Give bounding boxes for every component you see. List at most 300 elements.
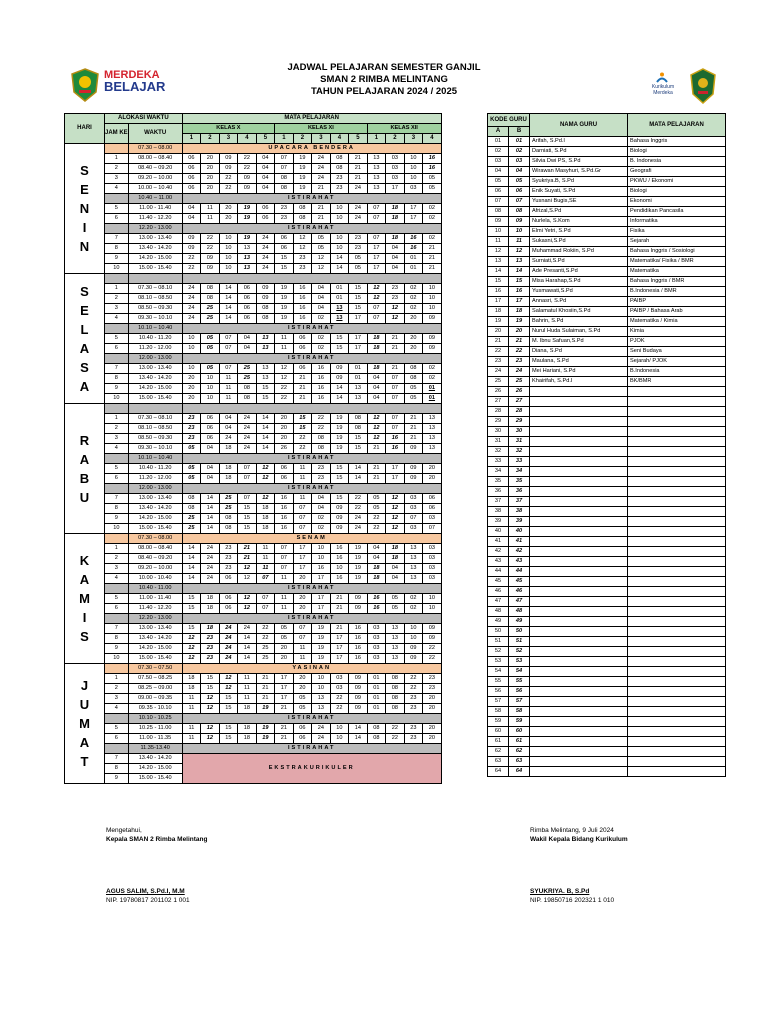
time-cell: 15.00 - 15.40	[128, 774, 182, 784]
code-b: 21	[509, 337, 530, 347]
teacher-code-cell: 17	[275, 684, 294, 694]
teacher-code-cell: 16	[404, 244, 423, 254]
teacher-code-cell: 22	[275, 394, 294, 404]
teacher-code-cell: 09	[349, 674, 368, 684]
teacher-name	[530, 667, 628, 677]
teacher-row	[488, 457, 726, 467]
activity-label: YASINAN	[182, 664, 441, 674]
jam-cell: 4	[105, 444, 129, 454]
code-b: 59	[509, 717, 530, 727]
teacher-subject	[628, 477, 726, 487]
col-kelas-x: KELAS X	[182, 124, 275, 134]
teacher-name	[530, 617, 628, 627]
teacher-code-cell: 12	[386, 494, 405, 504]
code-a: 56	[488, 687, 509, 697]
teacher-code-cell: 24	[312, 734, 331, 744]
teacher-subject	[628, 407, 726, 417]
sig-left-line1: Mengetahui,	[106, 827, 142, 834]
teacher-name	[530, 557, 628, 567]
code-a: 07	[488, 197, 509, 207]
teacher-row	[488, 747, 726, 757]
teacher-row	[488, 607, 726, 617]
teacher-code-cell: 08	[293, 214, 312, 224]
jam-cell: 5	[105, 204, 129, 214]
teacher-code-cell: 24	[312, 154, 331, 164]
teacher-name	[530, 527, 628, 537]
teacher-code-cell: 16	[330, 544, 349, 554]
activity-label: ISTIRAHAT	[182, 354, 441, 364]
teacher-subject: PAIBP / Bahasa Arab	[628, 307, 726, 317]
teacher-row	[488, 467, 726, 477]
time-cell: 08.10 – 08.50	[128, 424, 182, 434]
teacher-code-cell: 05	[201, 344, 220, 354]
teacher-code-cell: 24	[219, 644, 238, 654]
jam-cell: 9	[105, 514, 129, 524]
teacher-code-cell: 23	[404, 694, 423, 704]
teacher-code-cell: 06	[293, 734, 312, 744]
time-cell: 08.50 – 09.30	[128, 304, 182, 314]
teacher-code-cell: 13	[404, 574, 423, 584]
day-letter: T	[80, 754, 89, 769]
day-letter: K	[79, 553, 90, 568]
teacher-name	[530, 567, 628, 577]
code-a: 04	[488, 167, 509, 177]
teacher-code-cell: 08	[367, 724, 386, 734]
teacher-code-cell: 23	[219, 544, 238, 554]
teacher-code-cell: 12	[256, 464, 275, 474]
code-b: 34	[509, 467, 530, 477]
code-a: 51	[488, 637, 509, 647]
teacher-code-cell: 01	[349, 364, 368, 374]
teacher-code-cell: 02	[312, 334, 331, 344]
jam-cell: 10	[105, 264, 129, 274]
code-a: 46	[488, 587, 509, 597]
teacher-code-cell: 07	[386, 424, 405, 434]
col-mata-pelajaran: MATA PELAJARAN	[182, 114, 441, 124]
teacher-code-cell: 18	[238, 724, 257, 734]
teacher-row	[488, 317, 726, 327]
teacher-code-cell: 15	[182, 624, 201, 634]
jam-cell: 9	[105, 644, 129, 654]
teacher-code-cell: 07	[275, 564, 294, 574]
teacher-code-cell: 13	[367, 164, 386, 174]
teacher-code-cell: 09	[238, 184, 257, 194]
time-cell: 09.35 - 10.10	[128, 704, 182, 714]
day-letter: S	[80, 629, 89, 644]
teacher-code-cell: 11	[182, 704, 201, 714]
schedule-row	[65, 444, 442, 454]
jam-cell: 5	[105, 334, 129, 344]
teacher-code-cell: 09	[330, 524, 349, 534]
teacher-code-cell: 16	[293, 304, 312, 314]
code-b: 04	[509, 167, 530, 177]
teacher-code-cell: 23	[386, 294, 405, 304]
teacher-code-cell: 05	[404, 394, 423, 404]
teacher-code-cell: 20	[293, 594, 312, 604]
day-letter: M	[79, 716, 90, 731]
day-letter: A	[79, 735, 90, 750]
teacher-name: Khairifah, S.Pd.I	[530, 377, 628, 387]
teacher-code-cell: 13	[349, 394, 368, 404]
time-cell: 13.00 - 13.40	[128, 494, 182, 504]
jam-cell: 3	[105, 174, 129, 184]
teacher-code-cell: 03	[423, 564, 442, 574]
code-a: 39	[488, 517, 509, 527]
teacher-code-cell: 21	[367, 464, 386, 474]
teacher-subject	[628, 677, 726, 687]
teacher-code-cell: 13	[386, 624, 405, 634]
teacher-row	[488, 147, 726, 157]
teacher-code-cell: 05	[349, 254, 368, 264]
col-kelas-xii: KELAS XII	[367, 124, 441, 134]
teacher-code-cell: 17	[386, 474, 405, 484]
teacher-code-cell: 12	[367, 294, 386, 304]
teacher-code-cell: 14	[201, 514, 220, 524]
teacher-code-cell: 25	[238, 374, 257, 384]
teacher-code-cell: 18	[386, 214, 405, 224]
teacher-code-cell: 21	[312, 184, 331, 194]
teacher-code-cell: 16	[312, 364, 331, 374]
kurikulum-merdeka-text: Kurikulum Merdeka	[651, 84, 675, 96]
teacher-code-cell: 11	[219, 374, 238, 384]
teacher-code-cell: 03	[367, 624, 386, 634]
teacher-code-cell: 15	[219, 724, 238, 734]
teacher-code-cell: 08	[219, 514, 238, 524]
teacher-code-cell: 09	[404, 644, 423, 654]
teacher-code-cell: 21	[275, 724, 294, 734]
title-line-1: JADWAL PELAJARAN SEMESTER GANJIL	[287, 62, 481, 73]
teacher-code-cell: 12	[219, 684, 238, 694]
teacher-name: Syukriya.B, S.Pd	[530, 177, 628, 187]
teacher-code-cell: 19	[256, 724, 275, 734]
teacher-code-cell: 20	[275, 414, 294, 424]
time-cell: 14.20 - 15.00	[128, 384, 182, 394]
teacher-code-cell: 09	[423, 634, 442, 644]
ekstrakurikuler-label: EKSTRAKURIKULER	[182, 754, 441, 784]
teacher-code-cell: 16	[349, 634, 368, 644]
teacher-code-cell: 04	[182, 204, 201, 214]
teacher-code-cell: 06	[201, 424, 220, 434]
teacher-code-cell: 02	[404, 294, 423, 304]
code-b: 39	[509, 517, 530, 527]
code-a: 17	[488, 297, 509, 307]
code-a: 42	[488, 547, 509, 557]
teacher-code-cell: 16	[312, 384, 331, 394]
teacher-name: Arifah, S.Pd.I	[530, 137, 628, 147]
teacher-code-cell: 10	[182, 334, 201, 344]
code-b: 54	[509, 667, 530, 677]
teacher-code-cell: 03	[404, 524, 423, 534]
teacher-code-cell: 22	[201, 244, 220, 254]
teacher-code-cell: 20	[293, 674, 312, 684]
teacher-code-cell: 13	[256, 364, 275, 374]
code-a: 37	[488, 497, 509, 507]
jam-cell: 4	[105, 314, 129, 324]
teacher-code-cell: 10	[219, 244, 238, 254]
teacher-code-cell: 21	[386, 364, 405, 374]
code-b: 31	[509, 437, 530, 447]
teacher-code-cell: 07	[256, 574, 275, 584]
teacher-code-cell: 24	[201, 564, 220, 574]
schedule-row	[65, 214, 442, 224]
teacher-name	[530, 477, 628, 487]
teacher-code-cell: 09	[330, 504, 349, 514]
teacher-row	[488, 667, 726, 677]
time-cell: 09.20 – 10.00	[128, 564, 182, 574]
teacher-code-cell: 11	[256, 554, 275, 564]
teacher-code-cell: 24	[182, 294, 201, 304]
code-a: 08	[488, 207, 509, 217]
day-letter: A	[79, 378, 90, 394]
jam-cell	[105, 454, 129, 464]
teacher-code-cell: 07	[367, 304, 386, 314]
teacher-code-cell: 12	[238, 594, 257, 604]
teacher-code-cell: 15	[256, 394, 275, 404]
activity-label: ISTIRAHAT	[182, 454, 441, 464]
teacher-code-cell: 21	[293, 394, 312, 404]
teacher-code-cell: 14	[330, 254, 349, 264]
blank-band	[182, 274, 441, 284]
teacher-code-cell: 21	[367, 474, 386, 484]
teacher-code-cell: 19	[293, 184, 312, 194]
teacher-code-cell: 06	[182, 154, 201, 164]
code-a: 30	[488, 427, 509, 437]
teacher-code-cell: 15	[330, 494, 349, 504]
schedule-row	[65, 324, 442, 334]
code-a: 28	[488, 407, 509, 417]
teacher-code-cell: 23	[330, 184, 349, 194]
teacher-code-cell: 14	[219, 314, 238, 324]
teacher-code-cell: 24	[256, 254, 275, 264]
teacher-code-cell: 13	[330, 304, 349, 314]
teacher-code-cell: 04	[219, 424, 238, 434]
teacher-code-cell: 16	[275, 494, 294, 504]
schedule-row	[65, 184, 442, 194]
teacher-code-cell: 23	[182, 414, 201, 424]
teacher-code-cell: 17	[312, 594, 331, 604]
teacher-code-cell: 05	[201, 364, 220, 374]
teacher-code-cell: 01	[330, 294, 349, 304]
activity-label: ISTIRAHAT	[182, 714, 441, 724]
jam-cell: 2	[105, 294, 129, 304]
code-b: 48	[509, 607, 530, 617]
schedule-row	[65, 234, 442, 244]
teacher-code-cell: 13	[238, 254, 257, 264]
teacher-row	[488, 577, 726, 587]
teacher-code-cell: 08	[182, 504, 201, 514]
teacher-code-cell: 02	[423, 364, 442, 374]
teacher-code-cell: 22	[404, 674, 423, 684]
jam-cell: 7	[105, 754, 129, 764]
teacher-code-cell: 04	[312, 304, 331, 314]
teacher-code-cell: 21	[423, 254, 442, 264]
code-a: 36	[488, 487, 509, 497]
teacher-code-cell: 12	[201, 704, 220, 714]
teacher-code-cell: 05	[293, 704, 312, 714]
teacher-code-cell: 21	[367, 444, 386, 454]
teacher-row	[488, 337, 726, 347]
teacher-code-cell: 15	[349, 434, 368, 444]
teacher-code-cell: 19	[256, 704, 275, 714]
teacher-code-cell: 10	[423, 594, 442, 604]
teacher-subject	[628, 627, 726, 637]
teacher-code-cell: 12	[182, 634, 201, 644]
teacher-code-cell: 11	[201, 204, 220, 214]
teacher-subject	[628, 507, 726, 517]
teacher-code-cell: 12	[256, 494, 275, 504]
teacher-code-cell: 10	[330, 564, 349, 574]
teacher-code-cell: 05	[182, 474, 201, 484]
jam-cell	[105, 274, 129, 284]
teacher-subject	[628, 577, 726, 587]
teacher-code-cell: 22	[330, 694, 349, 704]
jam-cell: 3	[105, 304, 129, 314]
teacher-row	[488, 547, 726, 557]
teacher-code-cell: 06	[238, 304, 257, 314]
teacher-row	[488, 207, 726, 217]
teacher-code-cell: 24	[219, 654, 238, 664]
teacher-code-cell: 08	[238, 384, 257, 394]
teacher-code-cell: 12	[386, 514, 405, 524]
day-label-kamis	[65, 534, 105, 664]
teacher-name: Wirawan Masyhuri, S.Pd.Gr	[530, 167, 628, 177]
teacher-code-cell: 15	[293, 424, 312, 434]
teacher-subject	[628, 727, 726, 737]
code-a: 52	[488, 647, 509, 657]
teacher-code-cell: 24	[219, 624, 238, 634]
teacher-code-cell: 18	[201, 604, 220, 614]
schedule-row	[65, 294, 442, 304]
kurikulum-figure-icon	[655, 72, 669, 84]
teacher-code-cell: 09	[182, 234, 201, 244]
teacher-row	[488, 177, 726, 187]
teacher-code-cell: 09	[256, 294, 275, 304]
teacher-code-cell: 14	[182, 544, 201, 554]
teacher-code-cell: 12	[293, 234, 312, 244]
teacher-subject	[628, 487, 726, 497]
jam-cell: 6	[105, 734, 129, 744]
teacher-code-cell: 08	[367, 734, 386, 744]
code-a: 41	[488, 537, 509, 547]
code-b: 28	[509, 407, 530, 417]
day-letter: N	[79, 239, 90, 254]
teacher-code-cell: 20	[423, 464, 442, 474]
time-cell: 11.40 - 12.20	[128, 214, 182, 224]
sig-right-name: SYUKRIYA. B, S.Pd	[530, 888, 590, 895]
teacher-row	[488, 677, 726, 687]
teacher-code-cell: 13	[367, 174, 386, 184]
teacher-name	[530, 497, 628, 507]
schedule-row	[65, 304, 442, 314]
time-cell: 07.30 – 08.00	[128, 534, 182, 544]
day-letter: I	[82, 610, 87, 625]
time-cell: 08.40 – 09.20	[128, 554, 182, 564]
teacher-code-cell: 17	[367, 264, 386, 274]
teacher-code-cell: 17	[404, 214, 423, 224]
teacher-code-cell: 05	[312, 244, 331, 254]
teacher-subject: BK/BMR	[628, 377, 726, 387]
teacher-code-cell: 22	[275, 384, 294, 394]
teacher-code-cell: 16	[330, 574, 349, 584]
teacher-code-cell: 12	[386, 304, 405, 314]
code-b: 35	[509, 477, 530, 487]
code-a: 14	[488, 267, 509, 277]
teacher-code-cell: 11	[293, 644, 312, 654]
teacher-code-cell: 01	[367, 674, 386, 684]
time-cell: 13.40 - 14.20	[128, 754, 182, 764]
teacher-code-cell: 06	[275, 474, 294, 484]
code-a: 35	[488, 477, 509, 487]
teacher-code-cell: 23	[201, 634, 220, 644]
teacher-name	[530, 607, 628, 617]
teacher-code-cell: 04	[386, 574, 405, 584]
day-letter: R	[79, 432, 90, 448]
code-b: 24	[509, 367, 530, 377]
code-a: 27	[488, 397, 509, 407]
teacher-row	[488, 727, 726, 737]
time-cell: 11.20 - 12.00	[128, 344, 182, 354]
teacher-code-cell: 06	[275, 464, 294, 474]
teacher-row	[488, 687, 726, 697]
teacher-code-cell: 24	[256, 264, 275, 274]
code-a: 06	[488, 187, 509, 197]
teacher-code-cell: 04	[312, 494, 331, 504]
teacher-code-cell: 10	[201, 384, 220, 394]
teacher-code-cell: 18	[238, 734, 257, 744]
teacher-row	[488, 597, 726, 607]
teacher-row	[488, 527, 726, 537]
time-cell: 07.30 – 08.00	[128, 144, 182, 154]
teacher-code-cell: 15	[238, 514, 257, 524]
teacher-code-cell: 10	[404, 624, 423, 634]
time-cell: 14.20 - 15.00	[128, 764, 182, 774]
teacher-code-cell: 23	[182, 424, 201, 434]
teacher-code-cell: 12	[201, 724, 220, 734]
code-b: 07	[509, 197, 530, 207]
col-kelas-xi-2: 2	[293, 134, 312, 144]
teacher-subject: Kimia	[628, 327, 726, 337]
teacher-code-cell: 01	[404, 254, 423, 264]
teacher-code-cell: 09	[256, 284, 275, 294]
schedule-row	[65, 404, 442, 414]
col-kelas-xi: KELAS XI	[275, 124, 368, 134]
code-b: 49	[509, 617, 530, 627]
teacher-code-cell: 07	[238, 494, 257, 504]
teacher-code-cell: 07	[275, 554, 294, 564]
teacher-subject: Biologi	[628, 187, 726, 197]
teacher-code-cell: 01	[404, 264, 423, 274]
teacher-code-cell: 11	[293, 494, 312, 504]
teacher-code-cell: 04	[256, 184, 275, 194]
teacher-name	[530, 547, 628, 557]
schedule-row	[65, 584, 442, 594]
teacher-code-cell: 22	[182, 254, 201, 264]
teacher-code-cell: 03	[386, 174, 405, 184]
teacher-code-cell: 11	[182, 734, 201, 744]
code-a: 23	[488, 357, 509, 367]
day-letter: A	[79, 340, 90, 356]
teacher-code-cell: 22	[219, 174, 238, 184]
teacher-code-cell: 07	[219, 364, 238, 374]
day-letter: E	[80, 182, 89, 197]
teacher-code-cell: 06	[275, 234, 294, 244]
teacher-code-cell: 07	[423, 524, 442, 534]
teacher-code-cell: 14	[238, 634, 257, 644]
code-a: 01	[488, 137, 509, 147]
teacher-code-cell: 14	[256, 414, 275, 424]
jam-cell: 4	[105, 184, 129, 194]
code-a: 55	[488, 677, 509, 687]
